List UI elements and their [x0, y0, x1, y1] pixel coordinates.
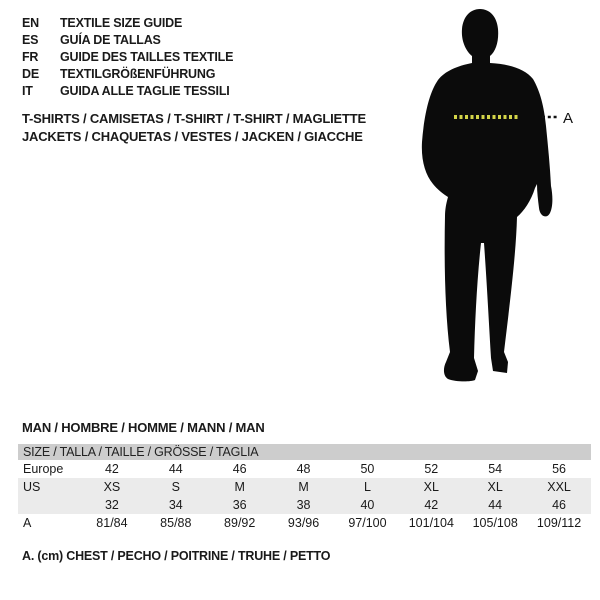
language-row-de — [22, 66, 382, 83]
table-cell: 93/96 — [287, 516, 320, 530]
table-cell: 105/108 — [472, 516, 518, 530]
size-table — [18, 444, 591, 532]
table-cell: 46 — [552, 498, 567, 512]
table-cell: 42 — [104, 462, 119, 476]
language-label: TEXTILGRÖßENFÜHRUNG — [60, 67, 216, 81]
language-code: FR — [22, 50, 39, 64]
language-code: IT — [22, 84, 33, 98]
language-row-fr — [22, 49, 382, 66]
man-silhouette-svg — [390, 0, 600, 400]
table-cell: 38 — [296, 498, 311, 512]
category-line-tshirts: T-SHIRTS / CAMISETAS / T-SHIRT / T-SHIRT / MAGLIETTE — [22, 111, 366, 126]
language-code: DE — [22, 67, 39, 81]
table-cell: S — [171, 480, 180, 494]
table-cell: XXL — [547, 480, 571, 494]
language-label: GUIDE DES TAILLES TEXTILE — [60, 50, 234, 64]
table-cell: 50 — [360, 462, 375, 476]
category-lines — [22, 110, 422, 146]
language-code: EN — [22, 16, 39, 30]
table-cell: XL — [423, 480, 439, 494]
language-code: ES — [22, 33, 39, 47]
table-cell: 36 — [232, 498, 247, 512]
language-label: TEXTILE SIZE GUIDE — [60, 16, 183, 30]
table-cell: 81/84 — [96, 516, 128, 530]
table-cell: 109/112 — [536, 516, 582, 530]
man-silhouette-figure — [390, 0, 600, 400]
table-cell: 56 — [552, 462, 567, 476]
table-cell: 44 — [168, 462, 183, 476]
table-row-us — [18, 478, 591, 496]
language-list — [22, 15, 382, 100]
table-cell: 42 — [424, 498, 439, 512]
table-cell: 52 — [424, 462, 439, 476]
language-row-it — [22, 83, 382, 100]
table-cell: 34 — [168, 498, 183, 512]
table-cell: 32 — [104, 498, 119, 512]
category-line-jackets: JACKETS / CHAQUETAS / VESTES / JACKEN / GIACCHE — [22, 129, 363, 144]
measurement-footnote: A. (cm) CHEST / PECHO / POITRINE / TRUHE / PETTO — [22, 549, 331, 563]
table-cell: L — [363, 480, 371, 494]
row-label: US — [23, 480, 41, 494]
table-cell: XS — [103, 480, 121, 494]
table-row-chest-a — [18, 514, 591, 532]
row-label: A — [23, 516, 32, 530]
table-cell: 46 — [232, 462, 247, 476]
table-cell: 97/100 — [348, 516, 387, 530]
table-cell: 48 — [296, 462, 311, 476]
language-row-en — [22, 15, 382, 32]
table-cell: XL — [487, 480, 503, 494]
measure-label-a: A — [563, 110, 574, 127]
man-silhouette-shape — [422, 9, 553, 381]
language-label: GUÍA DE TALLAS — [60, 33, 161, 47]
table-row-us-numeric — [18, 496, 591, 514]
row-label — [18, 496, 80, 514]
table-cell: 54 — [488, 462, 503, 476]
table-cell: 40 — [360, 498, 375, 512]
size-table-header: SIZE / TALLA / TAILLE / GRÖSSE / TAGLIA — [18, 444, 591, 460]
table-cell: M — [298, 480, 309, 494]
table-cell: 101/104 — [408, 516, 454, 530]
table-cell: 85/88 — [160, 516, 192, 530]
table-cell: 44 — [488, 498, 503, 512]
table-row-europe — [18, 460, 591, 478]
row-label: Europe — [23, 462, 64, 476]
language-row-es — [22, 32, 382, 49]
section-title-man: MAN / HOMBRE / HOMME / MANN / MAN — [22, 420, 265, 435]
table-cell: 89/92 — [224, 516, 256, 530]
table-cell: M — [234, 480, 245, 494]
language-label: GUIDA ALLE TAGLIE TESSILI — [60, 84, 230, 98]
